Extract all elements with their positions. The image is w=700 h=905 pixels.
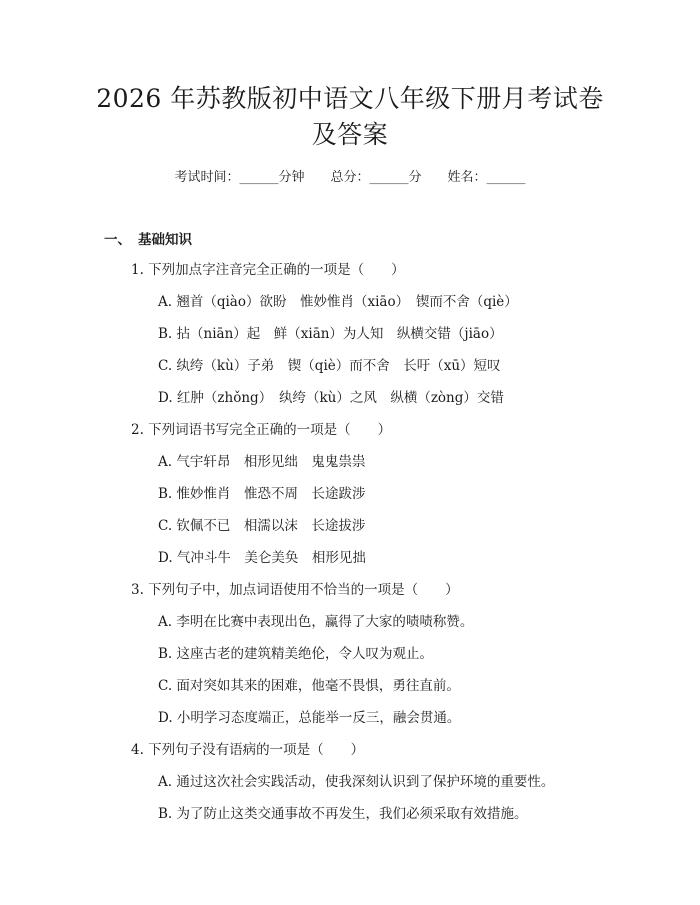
question-3-option-d: D. 小明学习态度端正，总能举一反三，融会贯通。 xyxy=(158,710,461,726)
question-2: 2. 下列词语书写完全正确的一项是（ ） xyxy=(131,422,392,438)
question-3-option-b: B. 这座古老的建筑精美绝伦，令人叹为观止。 xyxy=(158,646,434,662)
exam-title-line1: 2026 年苏教版初中语文八年级下册月考试卷 xyxy=(96,84,604,113)
question-1-option-b: B. 拈（niān）起 鲜（xiān）为人知 纵横交错（jiāo） xyxy=(158,326,503,342)
question-3-option-c: C. 面对突如其来的困难，他毫不畏惧，勇往直前。 xyxy=(158,678,460,694)
question-3-option-a: A. 李明在比赛中表现出色，赢得了大家的啧啧称赞。 xyxy=(158,614,474,630)
section-title: 基础知识 xyxy=(138,232,192,248)
total-score-field: 总分：______分 xyxy=(330,170,422,185)
question-4-option-b: B. 为了防止这类交通事故不再发生，我们必须采取有效措施。 xyxy=(158,806,528,822)
section-number: 一、 xyxy=(104,232,131,248)
question-4: 4. 下列句子没有语病的一项是（ ） xyxy=(131,742,365,758)
student-name-field: 姓名：______ xyxy=(447,170,526,185)
exam-time-field: 考试时间：______分钟 xyxy=(174,170,305,185)
question-1-option-d: D. 红肿（zhǒng） 纨绔（kù）之风 纵横（zòng）交错 xyxy=(158,390,504,406)
section-heading-basics xyxy=(104,230,192,250)
question-2-option-c: C. 钦佩不已 相濡以沫 长途拔涉 xyxy=(158,518,366,534)
exam-info-line xyxy=(0,168,700,188)
question-4-option-a: A. 通过这次社会实践活动，使我深刻认识到了保护环境的重要性。 xyxy=(158,774,555,790)
question-2-option-d: D. 气冲斗牛 美仑美奂 相形见拙 xyxy=(158,550,366,566)
question-2-option-b: B. 惟妙惟肖 惟恐不周 长途跋涉 xyxy=(158,486,366,502)
question-1-option-a: A. 翘首（qiào）欲盼 惟妙惟肖（xiāo） 锲而不舍（qiè） xyxy=(158,294,518,310)
question-1-option-c: C. 纨绔（kù）子弟 锲（qiè）而不舍 长吁（xū）短叹 xyxy=(158,358,501,374)
question-2-option-a: A. 气宇轩昂 相形见绌 鬼鬼祟祟 xyxy=(158,454,366,470)
question-1: 1. 下列加点字注音完全正确的一项是（ ） xyxy=(131,262,405,278)
exam-title-line2: 及答案 xyxy=(311,120,389,149)
question-3: 3. 下列句子中，加点词语使用不恰当的一项是（ ） xyxy=(131,582,459,598)
